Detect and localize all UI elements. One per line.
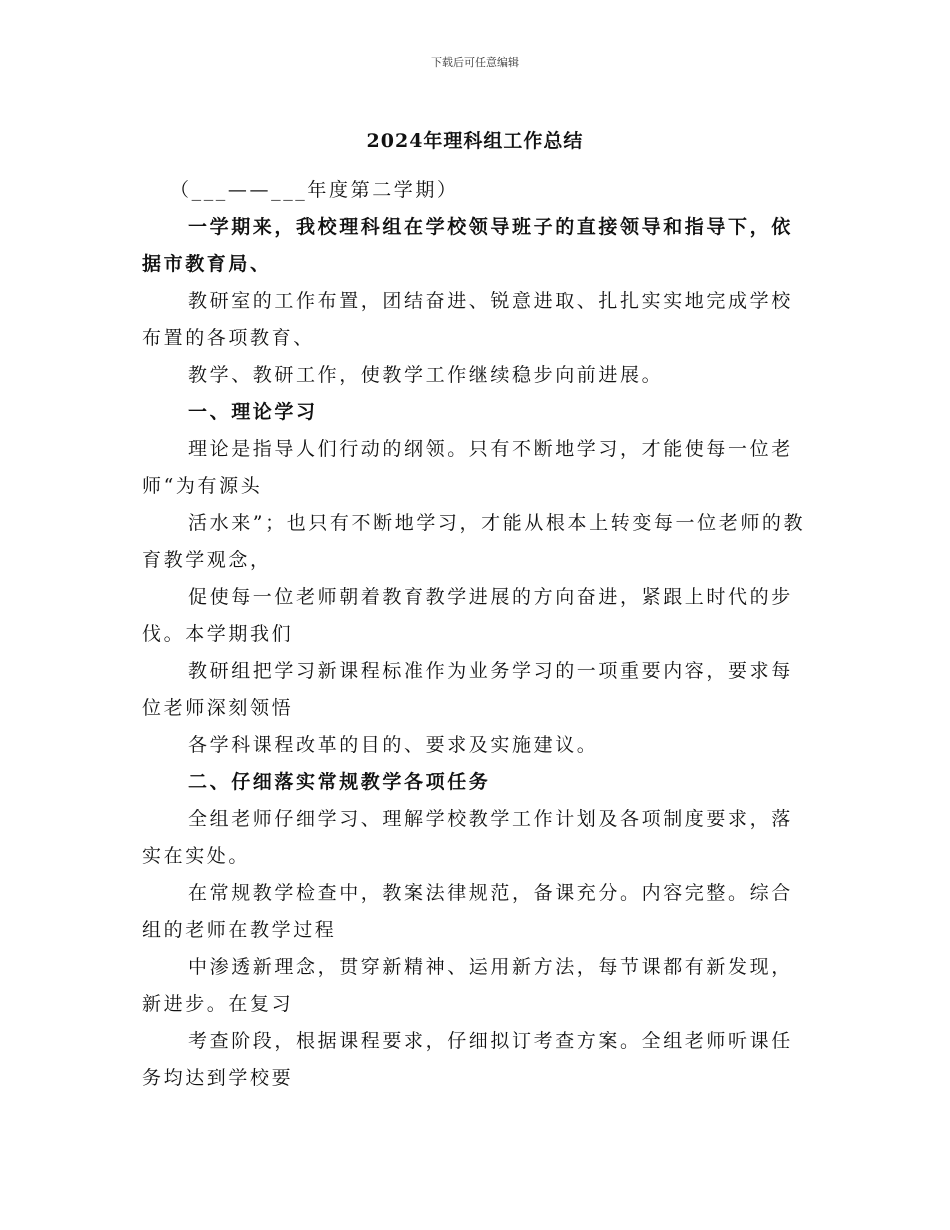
- paragraph: 在常规教学检查中，教案法律规范，备课充分。内容完整。综合组的老师在教学过程: [142, 882, 793, 941]
- paragraph: 考查阶段，根据课程要求，仔细拟订考查方案。全组老师听课任务均达到学校要: [142, 1030, 793, 1089]
- paragraph: 全组老师仔细学习、理解学校教学工作计划及各项制度要求，落实在实处。: [142, 808, 793, 867]
- paragraph-intro: 一学期来，我校理科组在学校领导班子的直接领导和指导下，依据市教育局、: [142, 216, 793, 275]
- header-note: 下载后可任意编辑: [431, 56, 519, 69]
- section-heading-routine: 二、仔细落实常规教学各项任务: [188, 771, 491, 793]
- document-title: 2024年理科组工作总结: [366, 130, 584, 152]
- paragraph: 理论是指导人们行动的纲领。只有不断地学习，才能使每一位老师“为有源头: [142, 438, 793, 497]
- paragraph: 各学科课程改革的目的、要求及实施建议。: [188, 734, 599, 756]
- section-heading-theory: 一、理论学习: [188, 401, 318, 423]
- paragraph: 教学、教研工作，使教学工作继续稳步向前进展。: [188, 364, 664, 386]
- document-body: [142, 172, 808, 1097]
- paragraph: 教研室的工作布置，团结奋进、锐意进取、扎扎实实地完成学校布置的各项教育、: [142, 290, 793, 349]
- paragraph: 教研组把学习新课程标准作为业务学习的一项重要内容，要求每位老师深刻领悟: [142, 660, 793, 719]
- paragraph: 中渗透新理念，贯穿新精神、运用新方法，每节课都有新发现，新进步。在复习: [142, 956, 793, 1015]
- paragraph: 活水来”；也只有不断地学习，才能从根本上转变每一位老师的教育教学观念，: [142, 512, 806, 571]
- paragraph: 促使每一位老师朝着教育教学进展的方向奋进，紧跟上时代的步伐。本学期我们: [142, 586, 793, 645]
- paragraph-term: （___——___年度第二学期）: [170, 179, 459, 201]
